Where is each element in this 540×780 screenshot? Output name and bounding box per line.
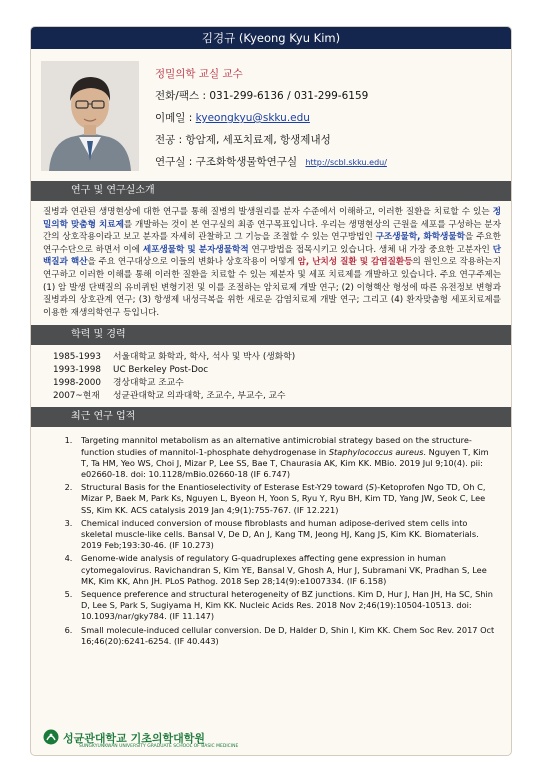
education-period: 1998-2000 [53, 378, 101, 389]
phone-value: 031-299-6136 / 031-299-6159 [209, 90, 369, 102]
education-row [53, 390, 499, 403]
research-highlight-5: 암, 난치성 질환 및 감염질환등 [297, 257, 413, 268]
section-header-publications: 최근 연구 업적 [31, 407, 511, 427]
publication-text: Structural Basis for the Enantioselectivity of Esterase Est-Y29 toward ( [81, 482, 369, 493]
section-header-education: 학력 및 경력 [31, 325, 511, 345]
research-description [31, 201, 511, 325]
publication-italic: Staphylococcus aureus [328, 446, 424, 457]
education-period: 1985-1993 [53, 352, 101, 363]
education-desc: 성균관대학교 의과대학, 조교수, 부교수, 교수 [113, 391, 286, 402]
major-label: 전공 : [155, 134, 183, 146]
lab-url-link[interactable]: http://scbl.skku.edu/ [305, 158, 387, 167]
publication-item [75, 435, 497, 480]
section-header-research: 연구 및 연구실소개 [31, 181, 511, 201]
footer-university-subtitle: SUNGKYUNKWAN UNIVERSITY GRADUATE SCHOOL OF BASIC MEDICINE [79, 743, 239, 749]
education-row [53, 377, 499, 390]
research-text-5: 을 주요 연구대상으로 이들의 변화나 상호작용이 어떻게 [87, 257, 298, 268]
university-emblem-icon [43, 729, 59, 749]
research-highlight-1: 정밀의학 맞춤형 치료제 [43, 207, 501, 230]
education-list [31, 345, 511, 407]
education-desc: 서울대학교 화학과, 학사, 석사 및 박사 (생화학) [113, 352, 296, 363]
publication-item [75, 589, 497, 623]
footer-logo-block [43, 729, 238, 749]
email-row [155, 107, 387, 129]
email-label: 이메일 : [155, 112, 193, 124]
profile-photo [41, 61, 139, 171]
research-highlight-3: 세포생물학 및 분자생물학적 [142, 244, 249, 255]
department: 정밀의학 교실 교수 [155, 68, 243, 80]
profile-page [30, 26, 512, 756]
publication-text: Targeting mannitol metabolism as an alternative antimicrobial strategy based on the structure-function studies of mannitol-1-phosphate dehydrogenase in [81, 435, 472, 457]
lab-value: 구조화학생물학연구실 [195, 156, 298, 168]
publication-text: Sequence preference and structural heterogeneity of BZ junctions. Kim D, Hur J, Han JH, Ha SC, Shin D, Lee S, Park S, Sugiyama H, Kim KK. Nucleic Acids Res. 2018 Nov 2;46(19):10504-10513. doi: 10.1093/nar/gky784. (IF 11.147) [81, 588, 493, 622]
publication-text: Chemical induced conversion of mouse fibroblasts and human adipose-derived stem cells into skeletal muscle-like cells. Bansal V, De D, An J, Kang TM, Jeong HJ, Kang JS, Kim KK. Biomaterials. 2019 Feb;193:30-46. (IF 10.273) [81, 517, 479, 551]
research-highlight-4: 단백질과 핵산 [43, 244, 501, 268]
lab-row [155, 151, 387, 174]
lab-label: 연구실 : [155, 156, 193, 168]
education-period: 1993-1998 [53, 365, 101, 376]
page-title: 김경규 (Kyeong Kyu Kim) [31, 27, 511, 49]
profile-info [155, 63, 387, 174]
phone-row [155, 85, 387, 107]
education-desc: 경상대학교 조교수 [113, 378, 184, 389]
major-value: 항암제, 세포치료제, 항생제내성 [185, 134, 331, 146]
publication-item [75, 518, 497, 552]
profile-section [31, 49, 511, 171]
major-row [155, 129, 387, 151]
research-text-1: 질병과 연관된 생명현상에 대한 연구를 통해 질병의 발생원리를 분자 수준에서 이해하고, 이러한 질환을 치료할 수 있는 [43, 207, 493, 217]
education-desc: UC Berkeley Post-Doc [113, 365, 209, 376]
education-row [53, 351, 499, 364]
footer-university-name: 성균관대학교 기초의학대학원 [63, 731, 205, 745]
publication-item [75, 482, 497, 516]
phone-label: 전화/팩스 : [155, 90, 206, 102]
publication-text-end: )-Ketoprofen Ngo TD, Oh C, Mizar P, Baek M, Park Ks, Nguyen L, Byeon H, Yoon S, Ryu Y, Ryu BH, Kim TD, Yang JW, Seok C, Lee SS, Kim KK. ACS catalysis 2019 Jan 4;9(1):755-767. (IF 12.221) [81, 482, 486, 515]
publication-text: Small molecule-induced cellular conversion. De D, Halder D, Shin I, Kim KK. Chem Soc Rev. 2017 Oct 16;46(20):6241-6254. (IF 40.443) [81, 624, 495, 646]
research-text-4: 연구방법을 접목시키고 있습니다. 생체 내 가장 중요한 고분자인 [248, 244, 493, 255]
publication-item [75, 625, 497, 647]
email-link[interactable]: kyeongkyu@skku.edu [195, 112, 310, 124]
publication-item [75, 553, 497, 587]
research-text-6: 의 원인으로 작용하는지 연구하고 이러한 이해를 통해 이러한 질환을 치료할 수 있는 제분자 및 세포 치료제를 개발하고 있습니다. 주요 연구주제는 (1) 암 발생 단백질의 유비퀴틴 변형기전 및 이를 조절하는 암치료제 개발 연구; (2) 이형핵산 형성에 따른 유전정보 변형과 질병과의 상호관계 연구; (3) 항생제 내성극복을 위한 새로운 감염치료제 개발 연구; 그리고 (4) 환자맞춤형 세포치료제를 이용한 재생의학연구 등입니다. [43, 257, 502, 318]
research-text-3: 을 주요한 연구수단으로 하면서 이에 [43, 232, 501, 255]
publication-text: Genome-wide analysis of regulatory G-quadruplexes affecting gene expression in human cytomegalovirus. Ravichandran S, Kim YE, Bansal V, Ghosh A, Hur J, Subramani VK, Pradhan S, Lee MK, Kim KK, Ahn JH. PLoS Pathog. 2018 Sep 28;14(9):e1007334. (IF 6.158) [81, 553, 487, 586]
publication-text-end: . Nguyen T, Kim T, Ta HM, Yeo WS, Choi J, Mizar P, Lee SS, Bae T, Chaurasia AK, Kim KK. MBio. 2019 Jul 9;10(4). pii: e02660-18. doi: 10.1128/mBio.02660-18 (IF 6.747) [81, 446, 489, 479]
publication-list [31, 427, 511, 647]
publication-italic: S [368, 482, 374, 493]
research-highlight-2: 구조생물학, 화학생물학 [375, 232, 465, 243]
education-row [53, 364, 499, 377]
education-period: 2007~현재 [53, 391, 100, 402]
research-text-2: 를 개발하는 것이 본 연구실의 최종 연구목표입니다. 우리는 생명현상의 근원을 세포를 구성하는 분자간의 상호작용이라고 보고 분자를 자세히 관찰하고 그 기능을 조절할 수 있는 연구방법인 [43, 219, 501, 243]
